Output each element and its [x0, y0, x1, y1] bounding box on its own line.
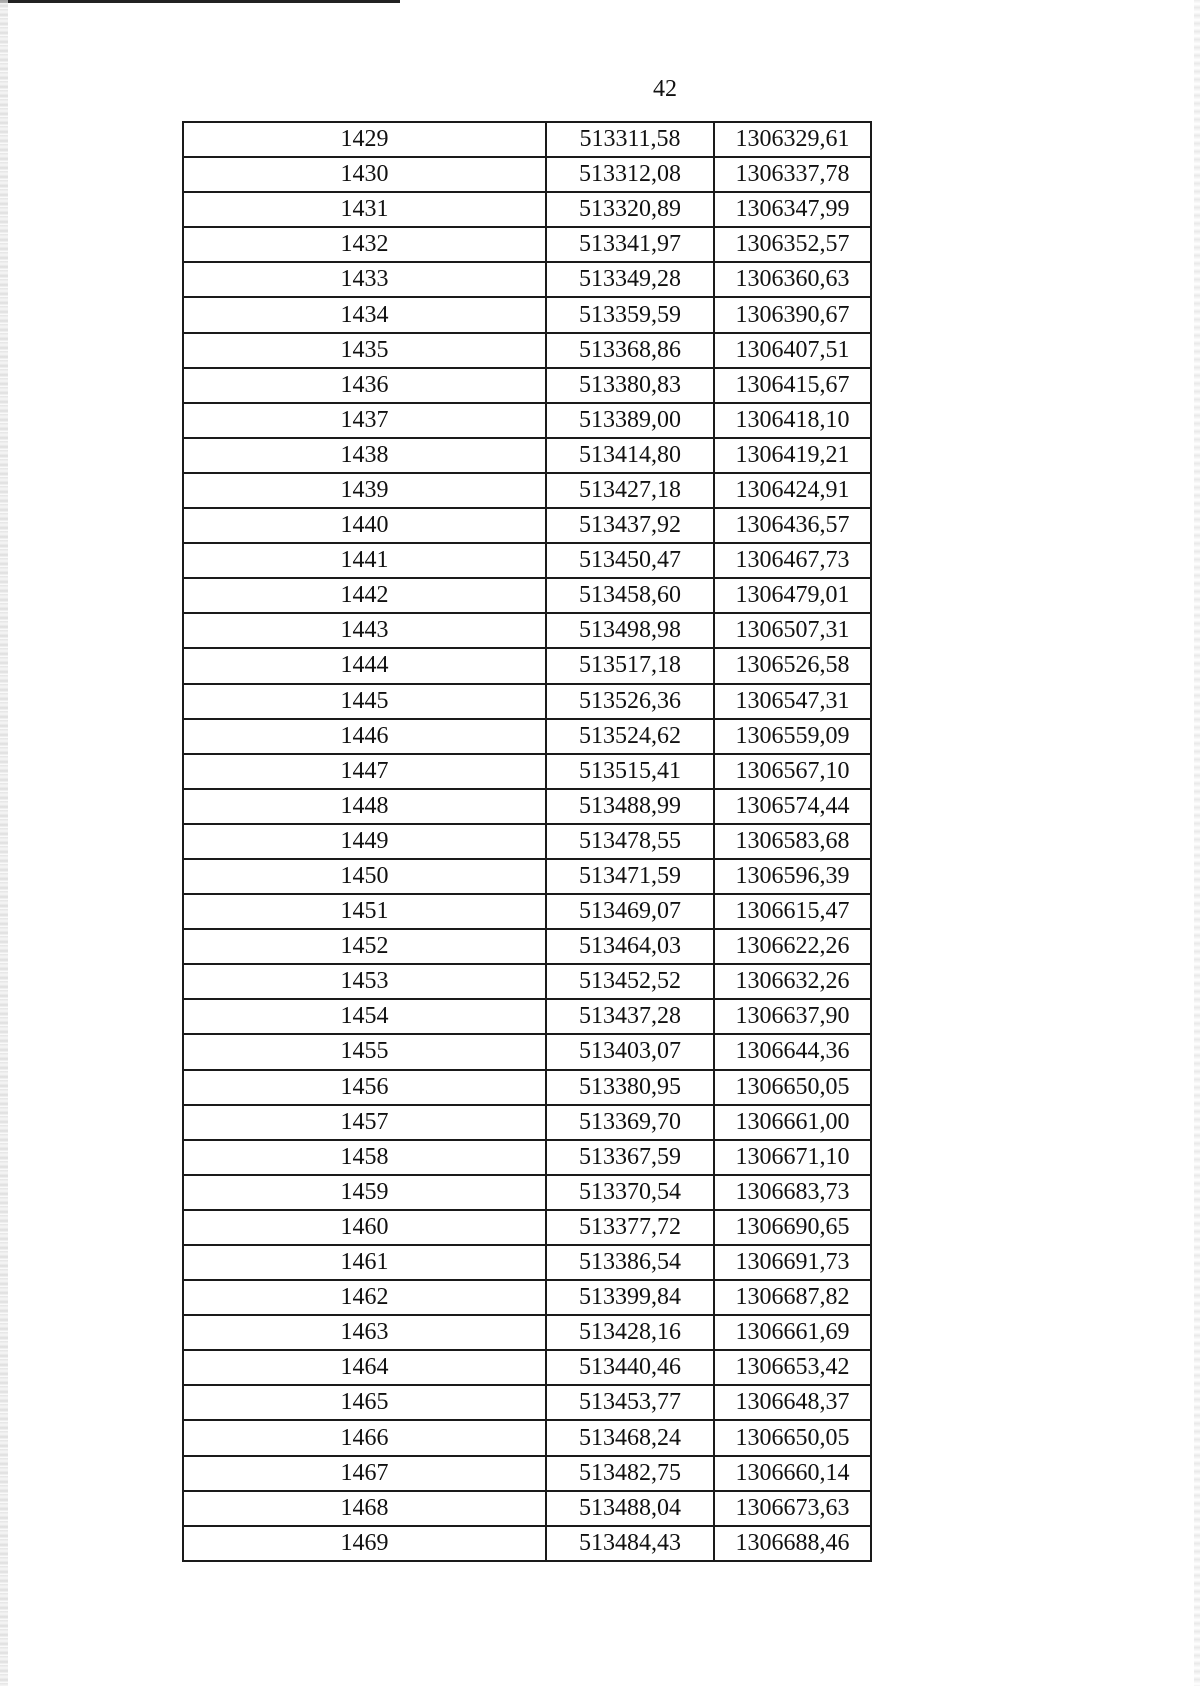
- point-number-cell: 1436: [183, 368, 546, 403]
- point-number-cell: 1435: [183, 333, 546, 368]
- x-coordinate-cell: 513389,00: [546, 403, 714, 438]
- point-number-cell: 1466: [183, 1420, 546, 1455]
- table-row: [183, 1491, 871, 1526]
- y-coordinate-cell: 1306436,57: [714, 508, 871, 543]
- y-coordinate-cell: 1306574,44: [714, 789, 871, 824]
- y-coordinate-cell: 1306690,65: [714, 1210, 871, 1245]
- point-number-cell: 1450: [183, 859, 546, 894]
- y-coordinate-cell: 1306329,61: [714, 122, 871, 157]
- x-coordinate-cell: 513369,70: [546, 1105, 714, 1140]
- point-number-cell: 1431: [183, 192, 546, 227]
- y-coordinate-cell: 1306615,47: [714, 894, 871, 929]
- table-row: [183, 297, 871, 332]
- y-coordinate-cell: 1306407,51: [714, 333, 871, 368]
- y-coordinate-cell: 1306479,01: [714, 578, 871, 613]
- point-number-cell: 1452: [183, 929, 546, 964]
- point-number-cell: 1446: [183, 719, 546, 754]
- table-row: [183, 508, 871, 543]
- x-coordinate-cell: 513452,52: [546, 964, 714, 999]
- x-coordinate-cell: 513367,59: [546, 1140, 714, 1175]
- x-coordinate-cell: 513341,97: [546, 227, 714, 262]
- y-coordinate-cell: 1306661,69: [714, 1315, 871, 1350]
- y-coordinate-cell: 1306644,36: [714, 1034, 871, 1069]
- x-coordinate-cell: 513515,41: [546, 754, 714, 789]
- point-number-cell: 1434: [183, 297, 546, 332]
- y-coordinate-cell: 1306418,10: [714, 403, 871, 438]
- point-number-cell: 1460: [183, 1210, 546, 1245]
- table-row: [183, 929, 871, 964]
- point-number-cell: 1433: [183, 262, 546, 297]
- point-number-cell: 1449: [183, 824, 546, 859]
- table-row: [183, 192, 871, 227]
- point-number-cell: 1429: [183, 122, 546, 157]
- y-coordinate-cell: 1306507,31: [714, 613, 871, 648]
- table-row: [183, 438, 871, 473]
- table-row: [183, 1245, 871, 1280]
- point-number-cell: 1453: [183, 964, 546, 999]
- point-number-cell: 1444: [183, 648, 546, 683]
- x-coordinate-cell: 513471,59: [546, 859, 714, 894]
- point-number-cell: 1445: [183, 684, 546, 719]
- x-coordinate-cell: 513482,75: [546, 1456, 714, 1491]
- y-coordinate-cell: 1306415,67: [714, 368, 871, 403]
- y-coordinate-cell: 1306683,73: [714, 1175, 871, 1210]
- table-row: [183, 1210, 871, 1245]
- table-row: [183, 1175, 871, 1210]
- y-coordinate-cell: 1306637,90: [714, 999, 871, 1034]
- y-coordinate-cell: 1306547,31: [714, 684, 871, 719]
- x-coordinate-cell: 513484,43: [546, 1526, 714, 1561]
- x-coordinate-cell: 513377,72: [546, 1210, 714, 1245]
- y-coordinate-cell: 1306559,09: [714, 719, 871, 754]
- x-coordinate-cell: 513517,18: [546, 648, 714, 683]
- table-row: [183, 754, 871, 789]
- y-coordinate-cell: 1306347,99: [714, 192, 871, 227]
- x-coordinate-cell: 513428,16: [546, 1315, 714, 1350]
- page-number: 42: [653, 76, 677, 102]
- y-coordinate-cell: 1306650,05: [714, 1070, 871, 1105]
- x-coordinate-cell: 513312,08: [546, 157, 714, 192]
- y-coordinate-cell: 1306661,00: [714, 1105, 871, 1140]
- x-coordinate-cell: 513488,04: [546, 1491, 714, 1526]
- y-coordinate-cell: 1306583,68: [714, 824, 871, 859]
- y-coordinate-cell: 1306671,10: [714, 1140, 871, 1175]
- scan-artifact-top-bar: [0, 0, 400, 3]
- x-coordinate-cell: 513440,46: [546, 1350, 714, 1385]
- coordinates-table-body: [183, 122, 871, 1561]
- table-row: [183, 1105, 871, 1140]
- point-number-cell: 1457: [183, 1105, 546, 1140]
- table-row: [183, 1420, 871, 1455]
- table-row: [183, 719, 871, 754]
- table-row: [183, 543, 871, 578]
- x-coordinate-cell: 513414,80: [546, 438, 714, 473]
- point-number-cell: 1467: [183, 1456, 546, 1491]
- table-row: [183, 333, 871, 368]
- y-coordinate-cell: 1306648,37: [714, 1385, 871, 1420]
- x-coordinate-cell: 513498,98: [546, 613, 714, 648]
- x-coordinate-cell: 513370,54: [546, 1175, 714, 1210]
- coordinates-table: [182, 121, 872, 1562]
- y-coordinate-cell: 1306419,21: [714, 438, 871, 473]
- x-coordinate-cell: 513437,92: [546, 508, 714, 543]
- table-row: [183, 403, 871, 438]
- table-row: [183, 1456, 871, 1491]
- y-coordinate-cell: 1306622,26: [714, 929, 871, 964]
- table-row: [183, 122, 871, 157]
- y-coordinate-cell: 1306567,10: [714, 754, 871, 789]
- table-row: [183, 1315, 871, 1350]
- y-coordinate-cell: 1306337,78: [714, 157, 871, 192]
- table-row: [183, 157, 871, 192]
- x-coordinate-cell: 513320,89: [546, 192, 714, 227]
- scan-artifact-left-edge: [0, 0, 8, 1686]
- x-coordinate-cell: 513368,86: [546, 333, 714, 368]
- point-number-cell: 1432: [183, 227, 546, 262]
- point-number-cell: 1461: [183, 1245, 546, 1280]
- x-coordinate-cell: 513524,62: [546, 719, 714, 754]
- y-coordinate-cell: 1306424,91: [714, 473, 871, 508]
- x-coordinate-cell: 513427,18: [546, 473, 714, 508]
- x-coordinate-cell: 513380,95: [546, 1070, 714, 1105]
- point-number-cell: 1438: [183, 438, 546, 473]
- x-coordinate-cell: 513380,83: [546, 368, 714, 403]
- table-row: [183, 1385, 871, 1420]
- table-row: [183, 1140, 871, 1175]
- x-coordinate-cell: 513469,07: [546, 894, 714, 929]
- y-coordinate-cell: 1306691,73: [714, 1245, 871, 1280]
- point-number-cell: 1469: [183, 1526, 546, 1561]
- point-number-cell: 1468: [183, 1491, 546, 1526]
- table-row: [183, 473, 871, 508]
- table-row: [183, 789, 871, 824]
- y-coordinate-cell: 1306360,63: [714, 262, 871, 297]
- y-coordinate-cell: 1306673,63: [714, 1491, 871, 1526]
- table-row: [183, 1350, 871, 1385]
- y-coordinate-cell: 1306467,73: [714, 543, 871, 578]
- y-coordinate-cell: 1306596,39: [714, 859, 871, 894]
- point-number-cell: 1447: [183, 754, 546, 789]
- x-coordinate-cell: 513349,28: [546, 262, 714, 297]
- y-coordinate-cell: 1306653,42: [714, 1350, 871, 1385]
- y-coordinate-cell: 1306688,46: [714, 1526, 871, 1561]
- point-number-cell: 1464: [183, 1350, 546, 1385]
- x-coordinate-cell: 513464,03: [546, 929, 714, 964]
- point-number-cell: 1448: [183, 789, 546, 824]
- scan-artifact-right-edge: [1194, 0, 1200, 1686]
- x-coordinate-cell: 513403,07: [546, 1034, 714, 1069]
- table-row: [183, 824, 871, 859]
- table-row: [183, 999, 871, 1034]
- table-row: [183, 859, 871, 894]
- x-coordinate-cell: 513437,28: [546, 999, 714, 1034]
- table-row: [183, 1034, 871, 1069]
- x-coordinate-cell: 513386,54: [546, 1245, 714, 1280]
- point-number-cell: 1451: [183, 894, 546, 929]
- table-row: [183, 578, 871, 613]
- point-number-cell: 1443: [183, 613, 546, 648]
- x-coordinate-cell: 513488,99: [546, 789, 714, 824]
- point-number-cell: 1456: [183, 1070, 546, 1105]
- point-number-cell: 1442: [183, 578, 546, 613]
- table-row: [183, 1280, 871, 1315]
- y-coordinate-cell: 1306650,05: [714, 1420, 871, 1455]
- table-row: [183, 262, 871, 297]
- y-coordinate-cell: 1306526,58: [714, 648, 871, 683]
- table-row: [183, 894, 871, 929]
- x-coordinate-cell: 513359,59: [546, 297, 714, 332]
- y-coordinate-cell: 1306660,14: [714, 1456, 871, 1491]
- x-coordinate-cell: 513311,58: [546, 122, 714, 157]
- point-number-cell: 1430: [183, 157, 546, 192]
- point-number-cell: 1458: [183, 1140, 546, 1175]
- point-number-cell: 1462: [183, 1280, 546, 1315]
- table-row: [183, 684, 871, 719]
- x-coordinate-cell: 513468,24: [546, 1420, 714, 1455]
- table-row: [183, 368, 871, 403]
- point-number-cell: 1441: [183, 543, 546, 578]
- table-row: [183, 613, 871, 648]
- table-row: [183, 648, 871, 683]
- point-number-cell: 1459: [183, 1175, 546, 1210]
- x-coordinate-cell: 513453,77: [546, 1385, 714, 1420]
- point-number-cell: 1437: [183, 403, 546, 438]
- point-number-cell: 1440: [183, 508, 546, 543]
- y-coordinate-cell: 1306352,57: [714, 227, 871, 262]
- point-number-cell: 1454: [183, 999, 546, 1034]
- y-coordinate-cell: 1306632,26: [714, 964, 871, 999]
- point-number-cell: 1455: [183, 1034, 546, 1069]
- table-row: [183, 227, 871, 262]
- table-row: [183, 1070, 871, 1105]
- x-coordinate-cell: 513399,84: [546, 1280, 714, 1315]
- x-coordinate-cell: 513450,47: [546, 543, 714, 578]
- x-coordinate-cell: 513526,36: [546, 684, 714, 719]
- table-row: [183, 964, 871, 999]
- y-coordinate-cell: 1306390,67: [714, 297, 871, 332]
- x-coordinate-cell: 513478,55: [546, 824, 714, 859]
- point-number-cell: 1463: [183, 1315, 546, 1350]
- point-number-cell: 1439: [183, 473, 546, 508]
- y-coordinate-cell: 1306687,82: [714, 1280, 871, 1315]
- point-number-cell: 1465: [183, 1385, 546, 1420]
- table-row: [183, 1526, 871, 1561]
- x-coordinate-cell: 513458,60: [546, 578, 714, 613]
